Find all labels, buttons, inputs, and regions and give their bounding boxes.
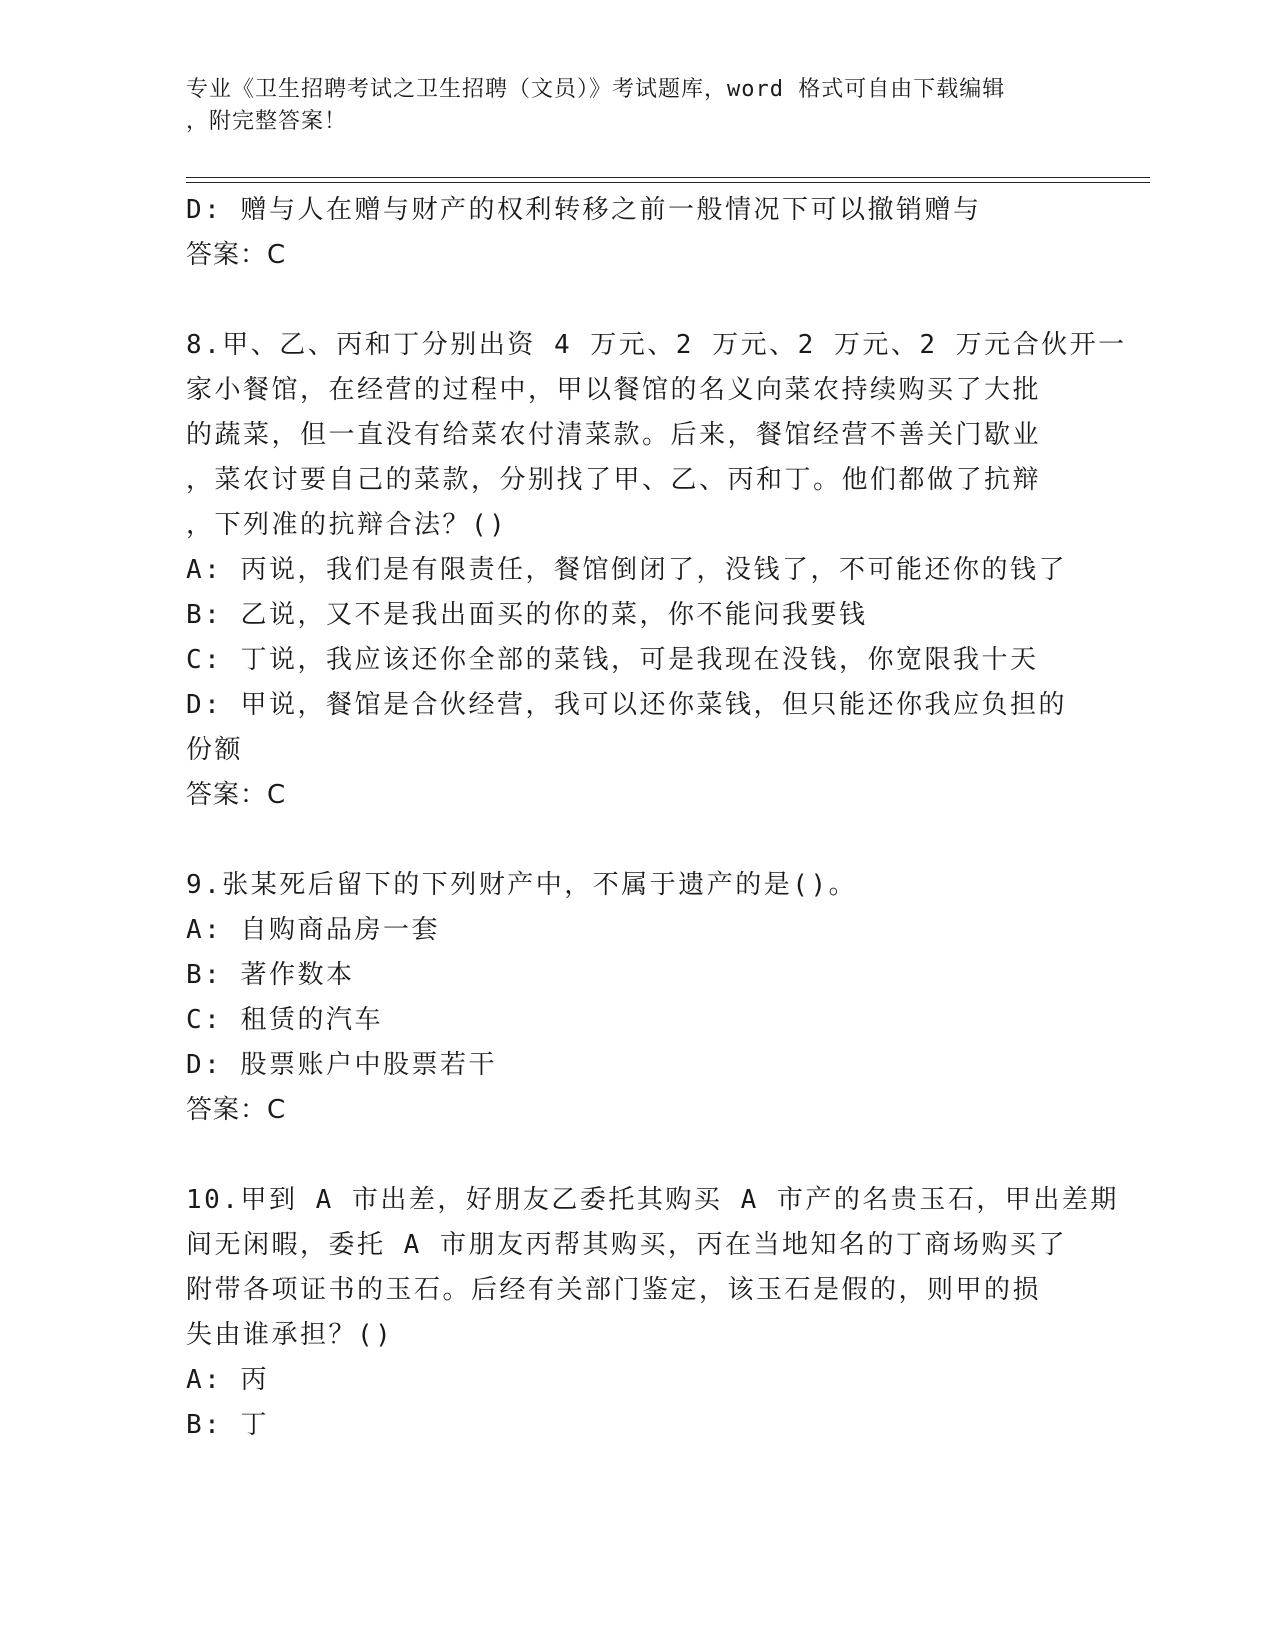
option-d: D: 股票账户中股票若干 — [186, 1050, 497, 1080]
option-b: B: 丁 — [186, 1410, 269, 1440]
header-title-line-2: ，附完整答案！ — [186, 109, 348, 134]
option-b: B: 著作数本 — [186, 960, 355, 990]
option-d-continued: 份额 — [186, 735, 244, 765]
header-title-line-1: 专业《卫生招聘考试之卫生招聘（文员）》考试题库，word 格式可自由下载编辑 — [186, 77, 1006, 102]
spacer — [186, 278, 1086, 323]
question-stem-line: ，下列准的抗辩合法？() — [186, 510, 508, 540]
question-9 — [186, 863, 1086, 1133]
answer-line: 答案：C — [186, 1095, 287, 1125]
question-stem-line: 失由谁承担？() — [186, 1320, 394, 1350]
question-stem-line: 10.甲到 A 市出差，好朋友乙委托其购买 A 市产的名贵玉石，甲出差期 — [186, 1185, 1119, 1215]
spacer — [186, 818, 1086, 863]
option-a: A: 丙 — [186, 1365, 269, 1395]
question-10 — [186, 1178, 1119, 1448]
header-divider-top — [186, 177, 1150, 178]
question-8 — [186, 323, 1127, 818]
document-header — [186, 74, 1086, 138]
question-stem-line: 附带各项证书的玉石。后经有关部门鉴定，该玉石是假的，则甲的损 — [186, 1275, 1042, 1305]
question-stem-line: 家小餐馆，在经营的过程中，甲以餐馆的名义向菜农持续购买了大批 — [186, 375, 1042, 405]
question-stem-line: 8.甲、乙、丙和丁分别出资 4 万元、2 万元、2 万元、2 万元合伙开一 — [186, 330, 1127, 360]
answer-line: 答案：C — [186, 780, 287, 810]
option-a: A: 丙说，我们是有限责任，餐馆倒闭了，没钱了，不可能还你的钱了 — [186, 555, 1067, 585]
option-a: A: 自购商品房一套 — [186, 915, 440, 945]
question-content — [186, 188, 1127, 1448]
header-divider-bottom — [186, 182, 1150, 183]
option-b: B: 乙说，又不是我出面买的你的菜，你不能问我要钱 — [186, 600, 868, 630]
question-stem-line: 间无闲暇，委托 A 市朋友丙帮其购买，丙在当地知名的丁商场购买了 — [186, 1230, 1067, 1260]
question-stem-line: 的蔬菜，但一直没有给菜农付清菜款。后来，餐馆经营不善关门歇业 — [186, 420, 1042, 450]
answer-line: 答案：C — [186, 240, 287, 270]
question-stem-line: 9.张某死后留下的下列财产中，不属于遗产的是()。 — [186, 870, 858, 900]
option-d: D: 甲说，餐馆是合伙经营，我可以还你菜钱，但只能还你我应负担的 — [186, 690, 1067, 720]
option-c: C: 租赁的汽车 — [186, 1005, 383, 1035]
previous-question — [186, 188, 1086, 278]
question-stem-line: ，菜农讨要自己的菜款，分别找了甲、乙、丙和丁。他们都做了抗辩 — [186, 465, 1042, 495]
option-c: C: 丁说，我应该还你全部的菜钱，可是我现在没钱，你宽限我十天 — [186, 645, 1039, 675]
spacer — [186, 1133, 1086, 1178]
option-d: D: 赠与人在赠与财产的权利转移之前一般情况下可以撤销赠与 — [186, 195, 982, 225]
